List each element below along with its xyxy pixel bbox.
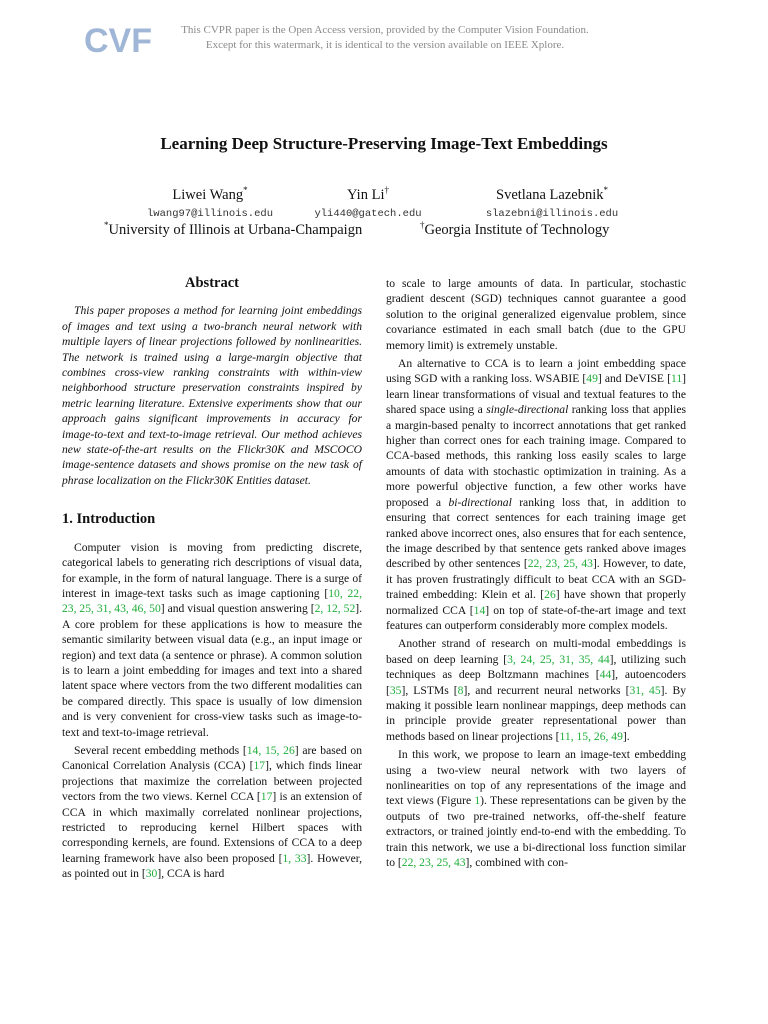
text-span: ] learn linear transformations of visual and textual features to the shared space using a (386, 372, 686, 417)
text-span: ]. However, as pointed out in [ (62, 851, 363, 881)
author-2-name: Yin Li (347, 187, 385, 203)
abstract-heading: Abstract (185, 275, 239, 291)
citation-link[interactable]: 44 (599, 668, 612, 682)
citation-link[interactable]: 49 (586, 372, 598, 386)
text-span: ], CCA is hard (157, 867, 225, 881)
citation-link[interactable]: 17 (260, 790, 273, 804)
text-span: An alternative to CCA is to learn a joint embedding space using SGD with a ranking loss. WSABIE [ (386, 357, 686, 386)
watermark-line-1: This CVPR paper is the Open Access version, provided by the Computer Vision Foundation. (181, 24, 589, 36)
text-span: ]. A core problem for these applications is how to measure the semantic similarity between visual data (e.g., an input image or region) and text data (a sentence or phrase). A common solution is to learn a joint embedding for images and text into a shared latent space where vectors from the two different modalities can be compared directly. This space is usually of low dimension and is very convenient for cross-view tasks such as image-to-text and text-to-image retrieval. (62, 602, 363, 739)
citation-link[interactable]: 1, 33 (282, 851, 307, 865)
affiliation-1 (104, 222, 362, 239)
citation-link[interactable]: 30 (145, 867, 158, 881)
citation-link[interactable]: 3, 24, 25, 31, 35, 44 (507, 652, 610, 666)
text-span: ]. By making it possible learn nonlinear mappings, deep methods can in principle provide greater representational power than methods based on linear projections [ (386, 683, 686, 743)
intro-paragraph-2 (62, 743, 362, 882)
text-span: ], autoencoders [ (386, 668, 686, 697)
abstract-text: This paper proposes a method for learning joint embeddings of images and text using a two-branch neural network with multiple layers of linear projections followed by nonlinearities. The network is trained using a large-margin objective that combines cross-view ranking constraints with within-view neighborhood structure preservation constraints inspired by metric learning literature. Extensive experiments show that our approach gains significant improvements in accuracy for image-to-text and text-to-image retrieval. Our method achieves new state-of-the-art results on the Flickr30K and MSCOCO image-sentence datasets and shows promise on the new task of phrase localization on the Flickr30K Entities dataset. (62, 304, 362, 487)
text-span: ], which finds linear projections that maximize the correlation between projected vectors from the two views. Kernel CCA [ (62, 759, 362, 804)
citation-link[interactable]: 22, 23, 25, 43 (527, 557, 593, 571)
text-span: ], LSTMs [ (401, 683, 458, 697)
text-span: ] is an extension of CCA in which maximally correlated nonlinear projections, restricted to reproducing kernel Hilbert spaces with corresponding kernels, are found. Extensions of CCA to a deep learning framework have also been proposed [ (62, 790, 362, 865)
text-span: ). These representations can be given by the outputs of two pre-trained networks, off-the-shelf feature extractors, or trained jointly end-to-end with the embedding. To train this network, we use a bi-directional loss function similar to [ (386, 794, 687, 870)
text-span: Another strand of research on multi-modal embeddings is based on deep learning [ (386, 637, 686, 666)
affiliation-1-name: University of Illinois at Urbana-Champaign (108, 222, 363, 238)
citation-link[interactable]: 26 (544, 588, 556, 602)
citation-link[interactable]: 22, 23, 25, 43 (401, 856, 466, 870)
emphasis-text: bi-directional (448, 495, 512, 509)
author-3-mark: * (603, 185, 608, 196)
text-span: ] on top of state-of-the-art image and text features can outperform considerably more complex models. (386, 603, 686, 632)
text-span: In this work, we propose to learn an image-text embedding using a two-view neural network with two layers of nonlinearities on top of any representations of the image and text views (Figure (386, 748, 686, 808)
right-column (386, 276, 686, 873)
text-span: ] have shown that properly normalized CCA [ (386, 588, 687, 617)
figure-link[interactable]: 1 (474, 794, 481, 808)
citation-link[interactable]: 14 (473, 603, 486, 617)
author-2-email: yli440@gatech.edu (314, 208, 422, 220)
author-1-name: Liwei Wang (172, 187, 244, 203)
affiliation-1-mark: * (104, 220, 109, 231)
cvf-logo (84, 20, 152, 60)
text-span: ]. (622, 729, 630, 743)
text-span: ], combined with con- (465, 856, 568, 870)
intro-paragraph-3 (386, 356, 686, 633)
citation-link[interactable]: 31, 45 (629, 683, 661, 697)
citation-link[interactable]: 11, 15, 26, 49 (559, 729, 623, 743)
author-3-email: slazebni@illinois.edu (485, 208, 619, 220)
intro-paragraph-4 (386, 636, 686, 744)
text-span: ranking loss that, in addition to ensuring that correct sentences for each training image get ranked above incorrect ones, also ensures that for each sentence, the image described by that sentence gets ranked above images described by other sentences [ (386, 495, 686, 571)
author-3-name: Svetlana Lazebnik (496, 187, 604, 203)
author-2-mark: † (384, 185, 389, 196)
text-span: ]. However, to date, it has proven frustratingly difficult to beat CCA with an SGD-trained embedding: Klein et al. [ (386, 557, 687, 602)
intro-paragraph-2-cont: to scale to large amounts of data. In particular, stochastic gradient descent (SGD) techniques cannot guarantee a good solution to the original generalized eigenvalue problem, since covariance estimated in each small batch (due to the GPU memory limit) is extremely unstable. (386, 277, 686, 352)
affiliation-2-mark: † (420, 220, 425, 231)
author-2 (268, 186, 468, 220)
intro-heading: 1. Introduction (62, 511, 156, 528)
affiliation-2 (420, 222, 609, 239)
text-span: Several recent embedding methods [ (74, 743, 247, 757)
author-1-email: lwang97@illinois.edu (146, 208, 274, 220)
text-span: Computer vision is moving from predicting discrete, categorical labels to generating rich descriptions of visual data, for example, in the form of natural language. There is a surge of interest in image-text tasks such as image captioning [ (62, 540, 362, 600)
text-span: ] and DeVISE [ (597, 372, 671, 386)
cvpr-watermark (150, 23, 620, 53)
intro-paragraph-5 (386, 747, 686, 870)
intro-paragraph-1 (62, 540, 362, 740)
text-span: ] are based on Canonical Correlation Analysis (CCA) [ (62, 743, 363, 773)
citation-link[interactable]: 10, 22, 23, 25, 31, 43, 46, 50 (62, 586, 362, 616)
text-span: ], utilizing such techniques as deep Boltzmann machines [ (386, 652, 686, 682)
text-span: ] and visual question answering [ (160, 602, 315, 616)
citation-link[interactable]: 35 (389, 683, 402, 697)
emphasis-text: single-directional (486, 403, 569, 417)
watermark-line-2: Except for this watermark, it is identical to the version available on IEEE Xplore. (205, 39, 565, 51)
text-span: ranking loss that applies a margin-based penalty to incorrect annotations that get ranked higher than correct ones for each training image. Compared to CCA-based methods, this ranking loss easily scales to large amounts of data with stochastic optimization in training. As a more powerful objective function, a few other works have proposed a (386, 403, 686, 509)
paper-title: Learning Deep Structure-Preserving Image-Text Embeddings (160, 134, 608, 153)
affiliation-2-name: Georgia Institute of Technology (424, 222, 610, 238)
left-column (62, 276, 362, 885)
citation-link[interactable]: 8 (457, 683, 464, 697)
author-1-mark: * (243, 185, 248, 196)
citation-link[interactable]: 14, 15, 26 (246, 743, 295, 757)
text-span: ], and recurrent neural networks [ (463, 683, 630, 697)
citation-link[interactable]: 2, 12, 52 (314, 602, 356, 616)
author-3 (452, 186, 652, 220)
citation-link[interactable]: 11 (670, 372, 683, 386)
citation-link[interactable]: 17 (253, 759, 266, 773)
cvf-logo-text: CVF (84, 22, 152, 60)
